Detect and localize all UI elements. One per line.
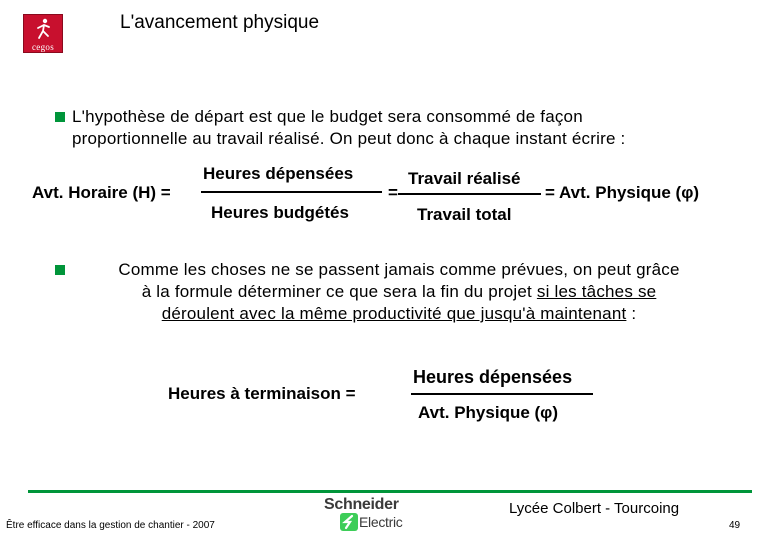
schneider-electric-word: Electric [359,514,403,530]
formula2-numerator: Heures dépensées [413,367,573,387]
page-title: L'avancement physique [120,12,320,33]
formula2-bar [411,393,593,395]
bullet-square-icon [55,112,65,122]
formula1-frac1-denominator: Heures budgétés [211,203,349,222]
paragraph-projection [74,259,724,325]
formula1-frac2-bar [398,193,541,195]
schneider-emblem-icon [340,513,358,531]
formula1-lhs: Avt. Horaire (H) = [32,183,171,202]
formula2-denominator: Avt. Physique (φ) [418,403,558,422]
formula1-rhs: = Avt. Physique (φ) [545,183,700,202]
schneider-wordmark: Schneider [324,496,399,513]
bullet-square-icon [55,265,65,275]
paragraph-hypothesis [72,106,752,150]
schneider-electric-logo [322,496,412,534]
projection-line2-underlined: si les tâches se [536,282,657,301]
page-number: 49 [729,520,741,531]
projection-line3-end: : [626,304,637,323]
cegos-logo [23,14,63,53]
formula1-frac2-denominator: Travail total [417,205,512,224]
projection-line2-plain: à la formule déterminer ce que sera la fin du projet [141,282,537,301]
footer-school: Lycée Colbert - Tourcoing [509,500,680,517]
formula1-frac1-numerator: Heures dépensées [203,164,354,183]
formula2-lhs: Heures à terminaison = [168,384,356,403]
formula1-frac2-numerator: Travail réalisé [408,169,521,188]
hypothesis-line2: proportionnelle au travail réalisé. On peut donc à chaque instant écrire : [72,129,626,148]
hypothesis-line1: L'hypothèse de départ est que le budget sera consommé de façon [72,107,583,126]
projection-line1: Comme les choses ne se passent jamais comme prévues, on peut grâce [118,260,680,279]
logo-text: cegos [32,42,54,52]
formula1-frac1-bar [201,191,382,193]
cegos-figure-icon [35,18,53,40]
footer-divider [28,490,752,493]
projection-line3-underlined: déroulent avec la même productivité que jusqu'à maintenant [161,304,627,323]
formula1-equals: = [388,183,398,202]
footer-course-title: Être efficace dans la gestion de chantier - 2007 [6,520,215,531]
